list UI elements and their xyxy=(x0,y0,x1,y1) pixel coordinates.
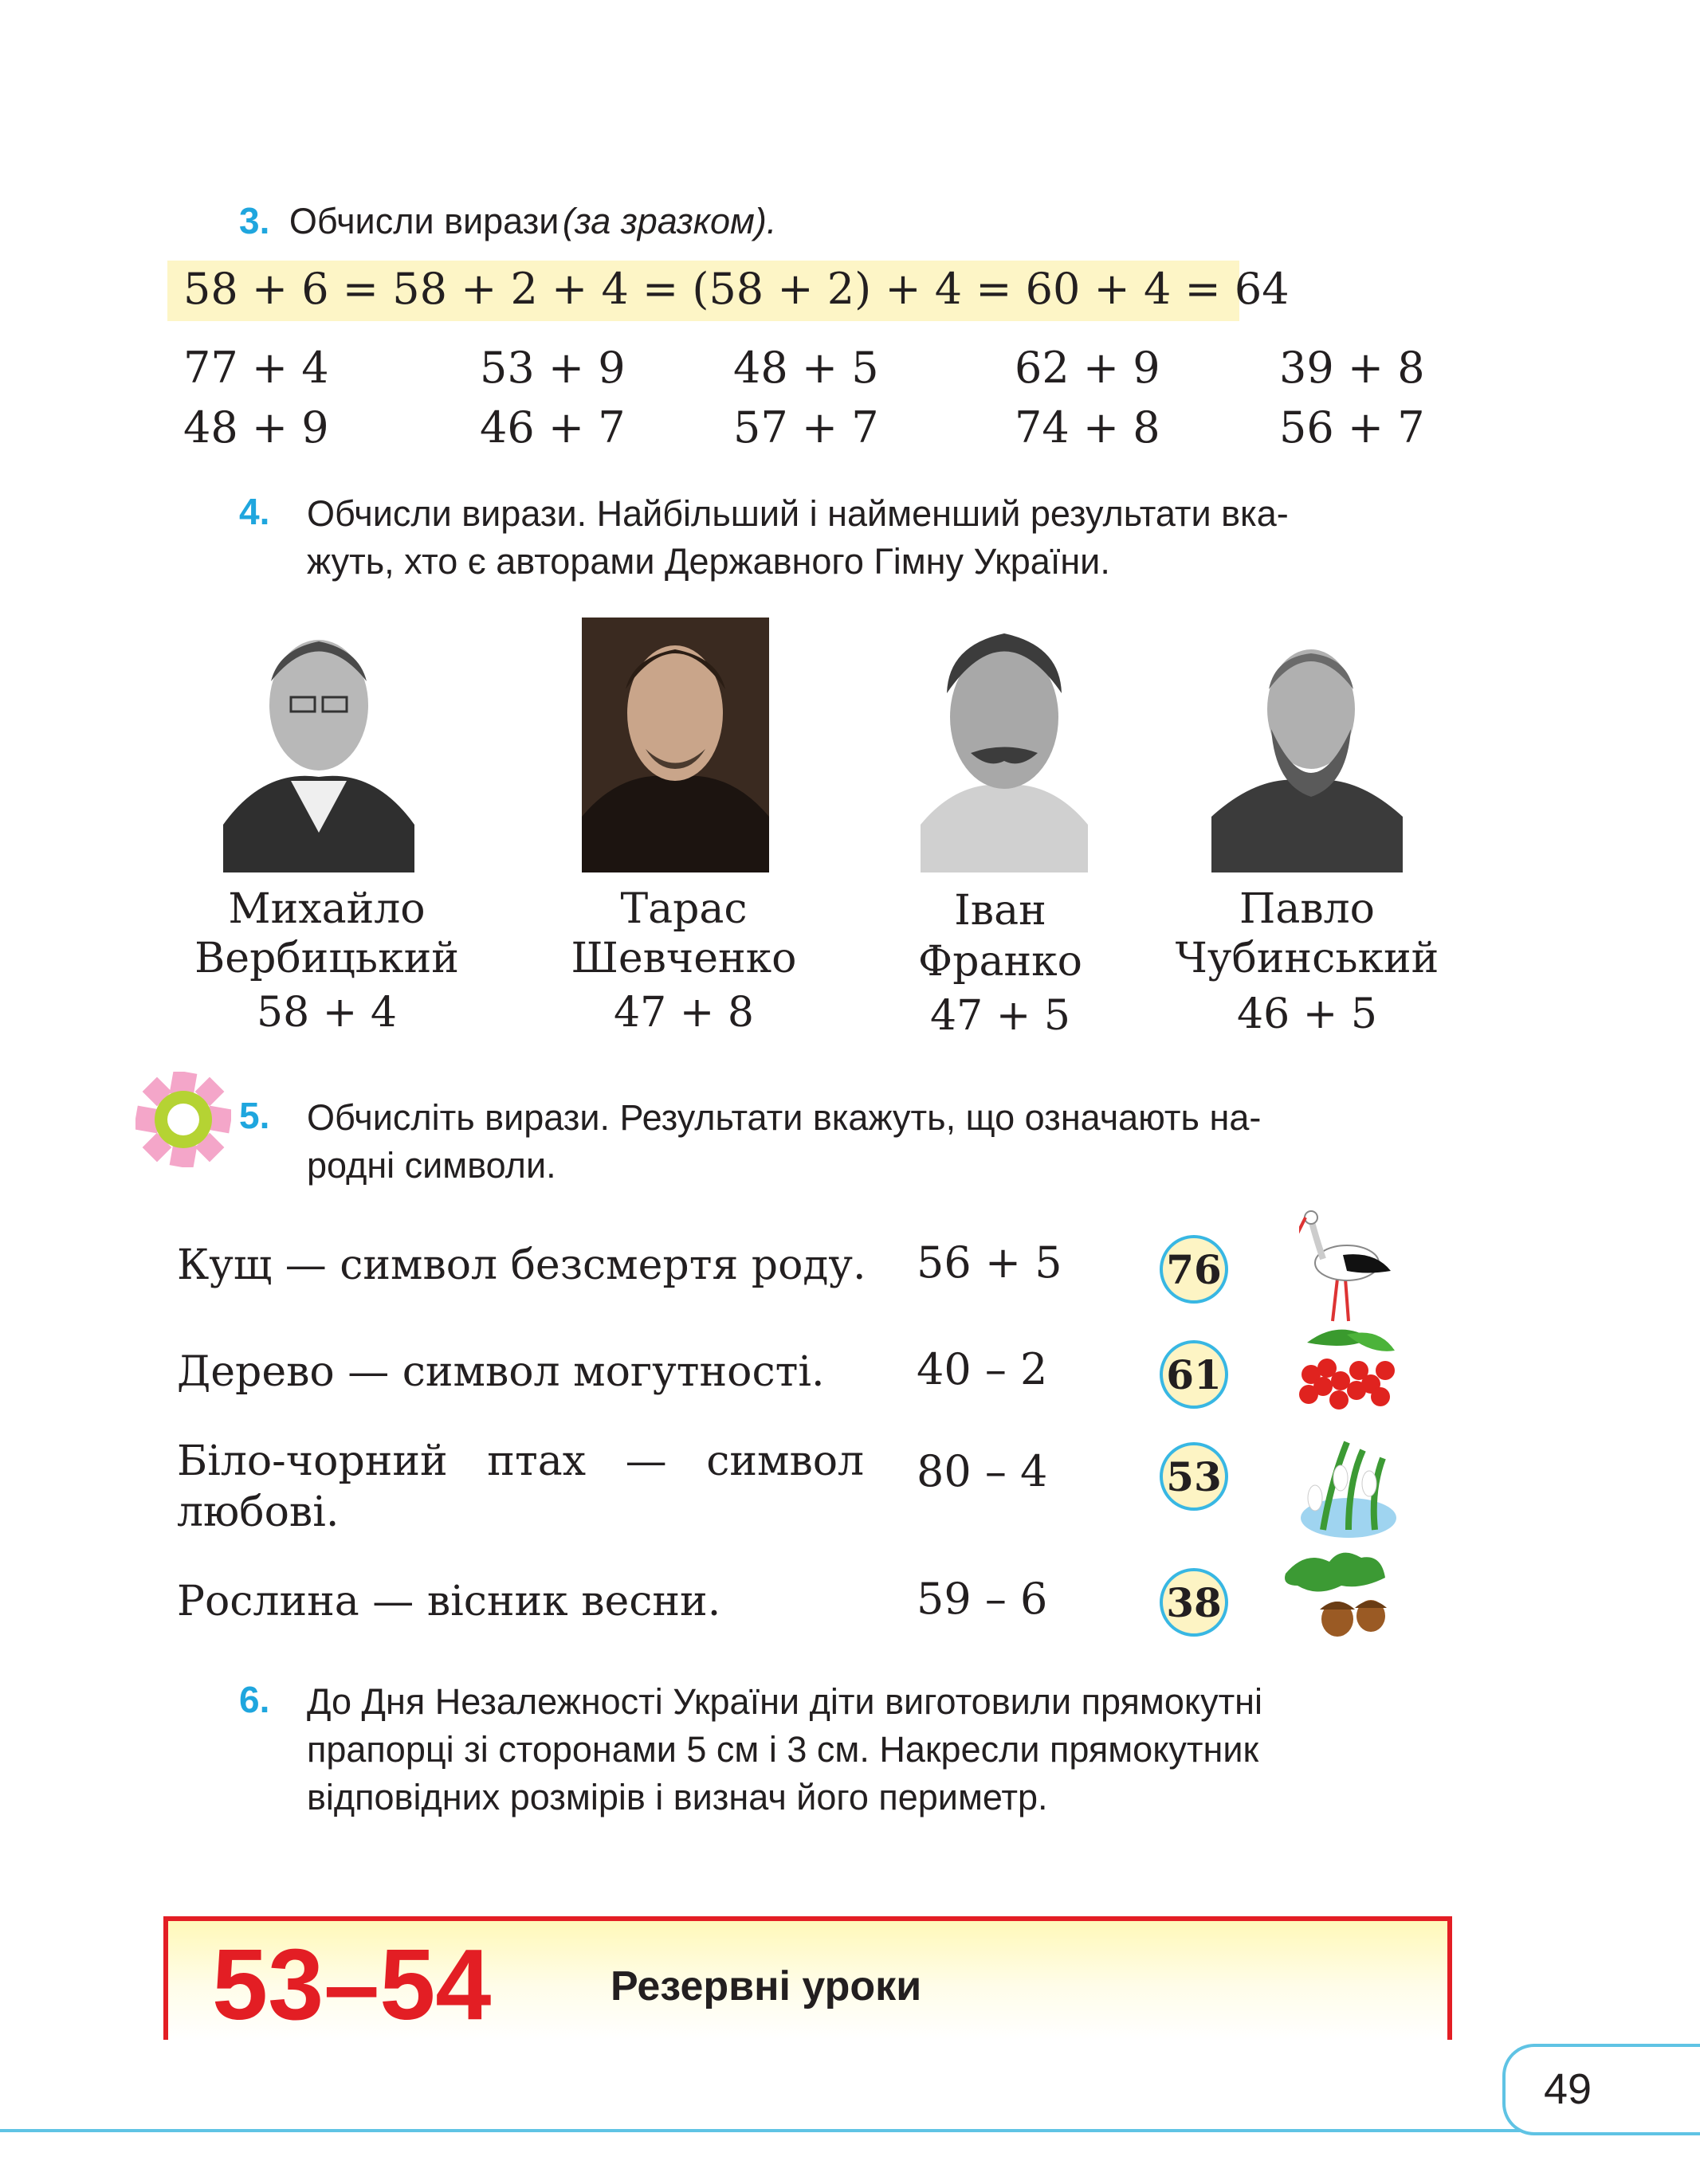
exercise-3-1-4: 62 + 9 xyxy=(1015,343,1160,393)
symbol-row-1-text: Кущ — символ безсмертя роду. xyxy=(177,1241,866,1289)
page-number: 49 xyxy=(1544,2065,1592,2113)
exercise-3-1-1: 77 + 4 xyxy=(183,343,329,393)
task-3-number: 3. xyxy=(239,200,270,241)
symbol-row-3-text-line-1: Біло-чорний птах — символ xyxy=(177,1437,865,1485)
symbol-row-2-text: Дерево — символ могутності. xyxy=(177,1348,825,1396)
person-2-last-name: Шевченко xyxy=(571,935,797,982)
symbol-row-2-answer: 61 xyxy=(1160,1340,1228,1409)
person-1-last-name: Вербицький xyxy=(194,935,459,982)
exercise-3-1-2: 53 + 9 xyxy=(480,343,626,393)
symbol-row-3-text-line-2: любові. xyxy=(177,1488,340,1536)
viburnum-icon xyxy=(1291,1327,1399,1414)
symbol-row-4-answer: 38 xyxy=(1160,1568,1228,1637)
snowdrop-icon xyxy=(1299,1434,1399,1538)
symbol-row-1-answer: 76 xyxy=(1160,1235,1228,1304)
person-1-expression: 58 + 4 xyxy=(257,989,397,1037)
task-6-line-1: До Дня Незалежності України діти виготовили прямокутні xyxy=(307,1681,1263,1722)
portrait-verbytskyi xyxy=(215,618,422,872)
task-3-text: Обчисли вирази xyxy=(289,201,559,241)
symbol-row-3-answer: 53 xyxy=(1160,1442,1228,1511)
exercise-3-1-5: 39 + 8 xyxy=(1279,343,1425,393)
footer-line xyxy=(0,2129,1700,2132)
task-6-line-3: відповідних розмірів і визнач його периметр. xyxy=(307,1777,1048,1817)
task-6-line-2: прапорці зі сторонами 5 см і 3 см. Накресли прямокутник xyxy=(307,1729,1259,1770)
task-3 xyxy=(239,198,776,245)
symbol-row-1-expression: 56 + 5 xyxy=(917,1237,1062,1288)
person-3-last-name: Франко xyxy=(918,938,1082,986)
person-2-expression: 47 + 8 xyxy=(614,989,754,1037)
person-2-first-name: Тарас xyxy=(620,885,748,933)
task-3-hint: (за зразком). xyxy=(562,201,777,241)
lesson-banner xyxy=(163,1916,1452,2040)
exercise-3-2-2: 46 + 7 xyxy=(480,402,626,453)
task-5-number: 5. xyxy=(239,1095,270,1136)
page-number-tab xyxy=(1502,2044,1700,2135)
exercise-3-1-3: 48 + 5 xyxy=(733,343,879,393)
worked-example-text: 58 + 6 = 58 + 2 + 4 = (58 + 2) + 4 = 60 + 4 = 64 xyxy=(183,264,1290,314)
symbol-row-4-expression: 59 – 6 xyxy=(917,1574,1048,1624)
person-3-first-name: Іван xyxy=(954,887,1046,935)
portrait-shevchenko xyxy=(582,618,769,872)
task-5-line-1: Обчисліть вирази. Результати вкажуть, що означають на- xyxy=(307,1097,1262,1138)
person-4-first-name: Павло xyxy=(1239,885,1375,933)
oak-leaf-acorn-icon xyxy=(1282,1546,1401,1641)
person-3-expression: 47 + 5 xyxy=(930,992,1070,1040)
portrait-chubynskyi xyxy=(1211,625,1403,872)
task-4-line-2: жуть, хто є авторами Державного Гімну України. xyxy=(307,541,1110,582)
stork-icon xyxy=(1299,1203,1395,1323)
task-4-number: 4. xyxy=(239,491,270,532)
pair-work-flower-icon xyxy=(135,1072,231,1167)
worked-example xyxy=(167,261,1290,321)
person-4-expression: 46 + 5 xyxy=(1237,990,1377,1038)
exercise-3-2-3: 57 + 7 xyxy=(733,402,879,453)
exercise-3-2-4: 74 + 8 xyxy=(1015,402,1160,453)
exercise-3-2-1: 48 + 9 xyxy=(183,402,329,453)
symbol-row-3-expression: 80 – 4 xyxy=(917,1446,1048,1496)
task-4-line-1: Обчисли вирази. Найбільший і найменший результати вка- xyxy=(307,493,1289,534)
lesson-numbers: 53–54 xyxy=(212,1928,492,2041)
person-1-first-name: Михайло xyxy=(228,885,426,933)
task-6-number: 6. xyxy=(239,1679,270,1720)
symbol-row-4-text: Рослина — вісник весни. xyxy=(177,1578,721,1625)
exercise-3-2-5: 56 + 7 xyxy=(1279,402,1425,453)
portrait-franko xyxy=(909,614,1100,872)
person-4-last-name: Чубинський xyxy=(1175,935,1439,982)
task-5-line-2: родні символи. xyxy=(307,1145,556,1186)
lesson-title: Резервні уроки xyxy=(611,1963,922,2010)
symbol-row-2-expression: 40 – 2 xyxy=(917,1344,1048,1394)
